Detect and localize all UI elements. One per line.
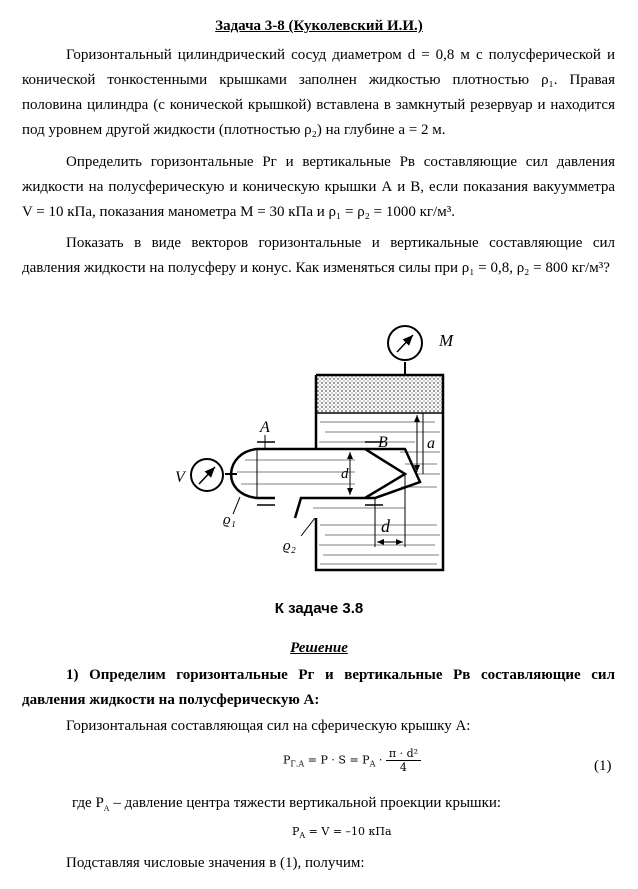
substitute-text: Подставляя числовые значения в (1), получим: bbox=[66, 855, 365, 871]
eq2-lhs: P bbox=[292, 825, 300, 838]
where-pre: где P bbox=[72, 795, 104, 811]
vessel-outline bbox=[257, 449, 420, 518]
where-post: – давление центра тяжести вертикальной проекции крышки: bbox=[109, 795, 502, 811]
horizontal-component-text: Горизонтальная составляющая сил на сферическую крышку А: bbox=[66, 718, 471, 734]
where-text bbox=[72, 795, 501, 813]
step-1-heading: 1) Определим горизонтальные Pг и вертикальные Pв составляющие сил давления жидкости на полусферическую А: bbox=[22, 667, 615, 708]
label-V: V bbox=[175, 469, 185, 486]
eq1-dot: · bbox=[375, 753, 386, 767]
eq2-rhs: = V = –10 кПа bbox=[305, 825, 392, 838]
paragraph-1: Горизонтальный цилиндрический сосуд диаметром d = 0,8 м с полусферической и конической тонкостенными крышками заполнен жидкостью плотностью ρ₁. Правая половина цилиндра (с конической крышкой) вставлена в замкнутый резервуар и находится под уровнем другой жидкости (плотностью ρ₂) на глубине a = 2 м. bbox=[22, 47, 615, 138]
eq1-mid-sub: A bbox=[369, 759, 376, 769]
label-rho1: ϱ₁ bbox=[223, 512, 236, 528]
paragraph-3: Показать в виде векторов горизонтальные и вертикальные составляющие сил давления жидкости на полусферу и конус. Как изменяться силы при ρ₁ = 0,8, ρ₂ = 800 кг/м³? bbox=[22, 235, 615, 276]
paragraph-2: Определить горизонтальные Pг и вертикальные Pв составляющие сил давления жидкости на полусферическую и коническую крышки А и В, если показания вакуумметра V = 10 кПа, показания манометра M = 30 кПа и ρ₁ = ρ₂ = 1000 кг/м³. bbox=[22, 154, 615, 220]
label-d: d bbox=[381, 516, 390, 536]
label-M: M bbox=[439, 331, 454, 350]
label-B: B bbox=[378, 434, 388, 451]
tank-gas-layer bbox=[316, 375, 443, 413]
equation-2 bbox=[292, 825, 392, 840]
figure-3-8 bbox=[165, 322, 465, 584]
solution-heading: Решение bbox=[290, 640, 348, 656]
equation-1 bbox=[283, 747, 421, 774]
figure-caption: К задаче 3.8 bbox=[274, 600, 364, 617]
eq1-denominator: 4 bbox=[399, 761, 407, 774]
eq1-numerator: π · d² bbox=[386, 747, 421, 761]
label-rho2: ϱ₂ bbox=[283, 538, 296, 554]
eq1-lhs-sub: Г.А bbox=[290, 759, 305, 769]
problem-title: Задача 3-8 (Куколевский И.И.) bbox=[215, 18, 423, 34]
label-a: a bbox=[427, 435, 435, 452]
label-d-inner: d bbox=[341, 466, 349, 482]
label-A: A bbox=[260, 419, 270, 436]
where-sub: A bbox=[103, 804, 110, 813]
eq2-sub: A bbox=[299, 831, 306, 841]
eq1-mid: = P · S = P bbox=[304, 753, 370, 767]
eq1-fraction bbox=[386, 747, 421, 774]
eq1-lhs: P bbox=[283, 753, 291, 767]
equation-1-number: (1) bbox=[594, 758, 612, 774]
